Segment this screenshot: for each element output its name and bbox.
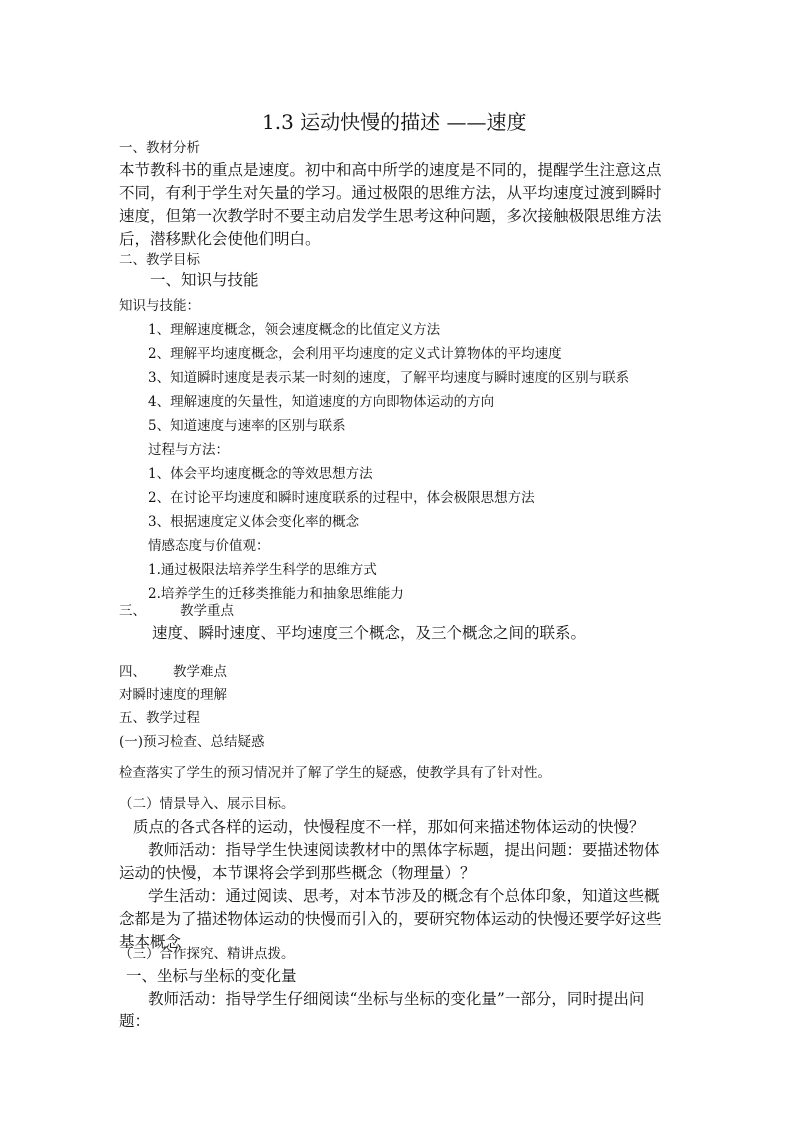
paragraph-line: 题： (119, 1012, 151, 1030)
paragraph-line: 基本概念 (119, 933, 182, 951)
paragraph-line: 学生活动：通过阅读、思考，对本节涉及的概念有个总体印象，知道这些概 (148, 887, 660, 905)
list-item: 2.培养学生的迁移类推能力和抽象思维能力 (148, 586, 404, 602)
section-number: 四、 (119, 664, 146, 680)
list-item: 5、知道速度与速率的区别与联系 (148, 418, 346, 434)
section-heading-5: 五、教学过程 (119, 710, 200, 726)
subsection-label: 过程与方法： (148, 442, 229, 458)
list-item: 2、理解平均速度概念，会利用平均速度的定义式计算物体的平均速度 (148, 346, 562, 362)
list-item: 1、体会平均速度概念的等效思想方法 (148, 466, 373, 482)
list-item: 3、知道瞬时速度是表示某一时刻的速度，了解平均速度与瞬时速度的区别与联系 (148, 370, 630, 386)
paragraph-line: 教师活动：指导学生仔细阅读“坐标与坐标的变化量”一部分，同时提出问 (148, 990, 645, 1008)
page-title: 1.3 运动快慢的描述 ——速度 (262, 110, 527, 134)
paragraph-line: 不同，有利于学生对矢量的学习。通过极限的思维方法，从平均速度过渡到瞬时 (119, 184, 662, 202)
section-label: 教学难点 (173, 664, 227, 680)
paragraph-line: 后，潜移默化会使他们明白。 (119, 230, 321, 248)
paragraph-line: 对瞬时速度的理解 (119, 687, 227, 703)
list-item: 4、理解速度的矢量性，知道速度的方向即物体运动的方向 (148, 394, 495, 410)
list-item: 1.通过极限法培养学生科学的思维方式 (148, 562, 377, 578)
paragraph-line: 本节教科书的重点是速度。初中和高中所学的速度是不同的，提醒学生注意这点 (119, 161, 662, 179)
step-heading: （二）情景导入、展示目标。 (119, 796, 295, 812)
paragraph-line: 速度，但第一次教学时不要主动启发学生思考这种问题，多次接触极限思维方法 (119, 207, 662, 225)
section-heading-3 (119, 602, 234, 620)
subsection-heading: 一、坐标与坐标的变化量 (126, 967, 297, 985)
list-item: 1、理解速度概念，领会速度概念的比值定义方法 (148, 322, 441, 338)
list-item: 2、在讨论平均速度和瞬时速度联系的过程中，体会极限思想方法 (148, 490, 535, 506)
paragraph-line: 教师活动：指导学生快速阅读教材中的黑体字标题，提出问题：要描述物体 (148, 841, 660, 859)
paragraph-line: 运动的快慢，本节课将会学到那些概念（物理量）？ (119, 864, 476, 882)
list-item: 3、根据速度定义体会变化率的概念 (148, 514, 360, 530)
paragraph-line: 检查落实了学生的预习情况并了解了学生的疑惑，使教学具有了针对性。 (119, 765, 551, 781)
subsection-label: 知识与技能： (119, 298, 200, 314)
section-heading-1: 一、教材分析 (119, 140, 200, 156)
step-heading: （三）合作探究、精讲点拨。 (119, 946, 295, 962)
step-heading: (一)预习检查、总结疑惑 (119, 734, 265, 750)
section-heading-2: 二、教学目标 (119, 252, 200, 268)
section-label: 教学重点 (180, 603, 234, 619)
section-heading-4 (119, 663, 227, 681)
subsection-label: 情感态度与价值观： (148, 538, 270, 554)
subsection-heading: 一、知识与技能 (150, 271, 259, 289)
paragraph-line: 速度、瞬时速度、平均速度三个概念，及三个概念之间的联系。 (152, 624, 587, 642)
section-number: 三、 (119, 603, 146, 619)
paragraph-line: 念都是为了描述物体运动的快慢而引入的，要研究物体运动的快慢还要学好这些 (119, 910, 662, 928)
paragraph-line: 质点的各式各样的运动，快慢程度不一样，那如何来描述物体运动的快慢？ (133, 818, 645, 836)
